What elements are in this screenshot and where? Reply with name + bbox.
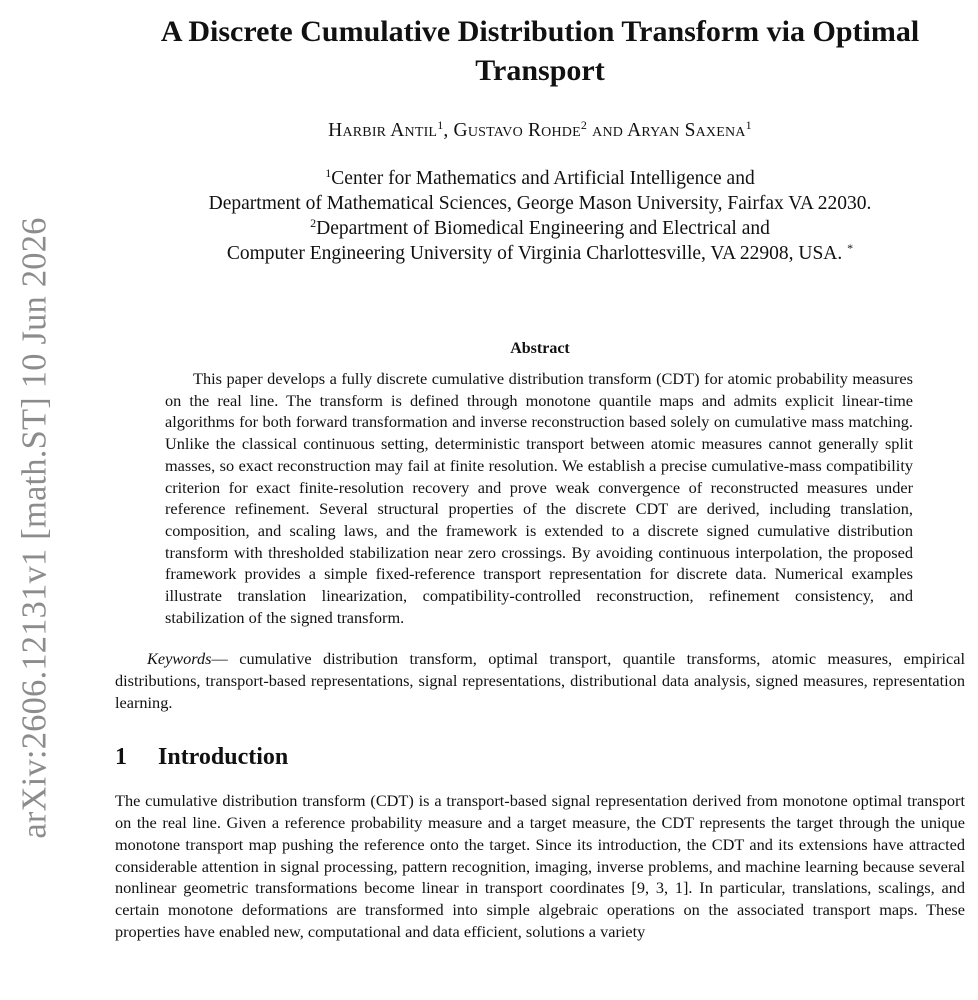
author-affil-mark: 2	[580, 118, 588, 132]
author-list	[115, 120, 965, 142]
affiliation-line: $^2$Department of Biomedical Engineering and Electrical and	[310, 216, 770, 239]
affiliation-line: Department of Mathematical Sciences, George Mason University, Fairfax VA 22030.	[208, 193, 872, 214]
footnote-mark: *	[847, 241, 854, 255]
keywords-label: Keywords	[147, 649, 212, 669]
affil-mark: 2	[310, 216, 317, 230]
affiliation-line: $^1$Center for Mathematics and Artificial Intelligence and	[325, 166, 755, 189]
author-separator: and	[587, 120, 628, 141]
section-body: The cumulative distribution transform (CDT) is a transport-based signal representation derived from monotone optimal transport on the real line. Given a reference probability measure and a target measure, the CDT represents the target through the unique monotone transport map pushing the reference onto the target. Since its introduction, the CDT and its extensions have attracted considerable attention in signal processing, pattern recognition, imaging, inverse problems, and machine learning because several nonlinear geometric transformations become linear in transport coordinates [9, 3, 1]. In particular, translations, scalings, and certain monotone deformations are transformed into simple algebraic operations on the associated transport maps. These properties have enabled new, computational and data efficient, solutions a variety	[115, 791, 965, 941]
section-title: Introduction	[158, 743, 289, 770]
affiliation-line: Computer Engineering University of Virginia Charlottesville, VA 22908, USA. *	[226, 241, 854, 264]
paper-page	[115, 0, 965, 959]
abstract-text: This paper develops a fully discrete cumulative distribution transform (CDT) for atomic probability measures on the real line. The transform is defined through monotone quantile maps and admits explicit linear-time algorithms for both forward transformation and inverse reconstruction based solely on cumulative mass matching. Unlike the classical continuous setting, deterministic transport between atomic measures cannot generally split masses, so exact reconstruction may fail at finite resolution. We establish a precise cumulative-mass compatibility criterion for exact finite-resolution recovery and prove weak convergence of reconstructed measures under reference refinement. Several structural properties of the discrete CDT are derived, including translation, composition, and scaling laws, and the framework is extended to a discrete signed cumulative distribution transform with thresholded stabilization near zero crossings. By avoiding continuous interpolation, the proposed framework provides a simple fixed-reference transport representation for discrete data. Numerical examples illustrate translation linearization, compatibility-controlled reconstruction, refinement consistency, and stabilization of the signed transform.	[165, 369, 913, 627]
author-affil-mark: 1	[437, 118, 444, 132]
arxiv-id: arXiv:2606.12131v1 [math.ST] 10 Jun 2026	[15, 217, 54, 839]
author-name: Gustavo Rohde	[453, 120, 581, 141]
keywords-dash: —	[211, 649, 240, 669]
keywords	[115, 648, 965, 713]
section-heading	[115, 744, 965, 771]
author-separator: ,	[443, 120, 454, 141]
section-number: 1	[115, 743, 127, 770]
keywords-text: cumulative distribution transform, optimal transport, quantile transforms, atomic measures, empirical distributions, transport-based representations, signal representations, distributional data analysis, signed measures, representation learning.	[115, 649, 965, 712]
author-name: Harbir Antil	[328, 120, 438, 141]
abstract-heading: Abstract	[510, 340, 570, 357]
affiliations	[115, 166, 965, 266]
author-affil-mark: 1	[745, 118, 752, 132]
author-name: Aryan Saxena	[627, 120, 746, 141]
paper-title: A Discrete Cumulative Distribution Transform via Optimal Transport	[160, 15, 920, 87]
affil-mark: 1	[325, 166, 332, 180]
arxiv-stamp	[0, 0, 56, 1000]
